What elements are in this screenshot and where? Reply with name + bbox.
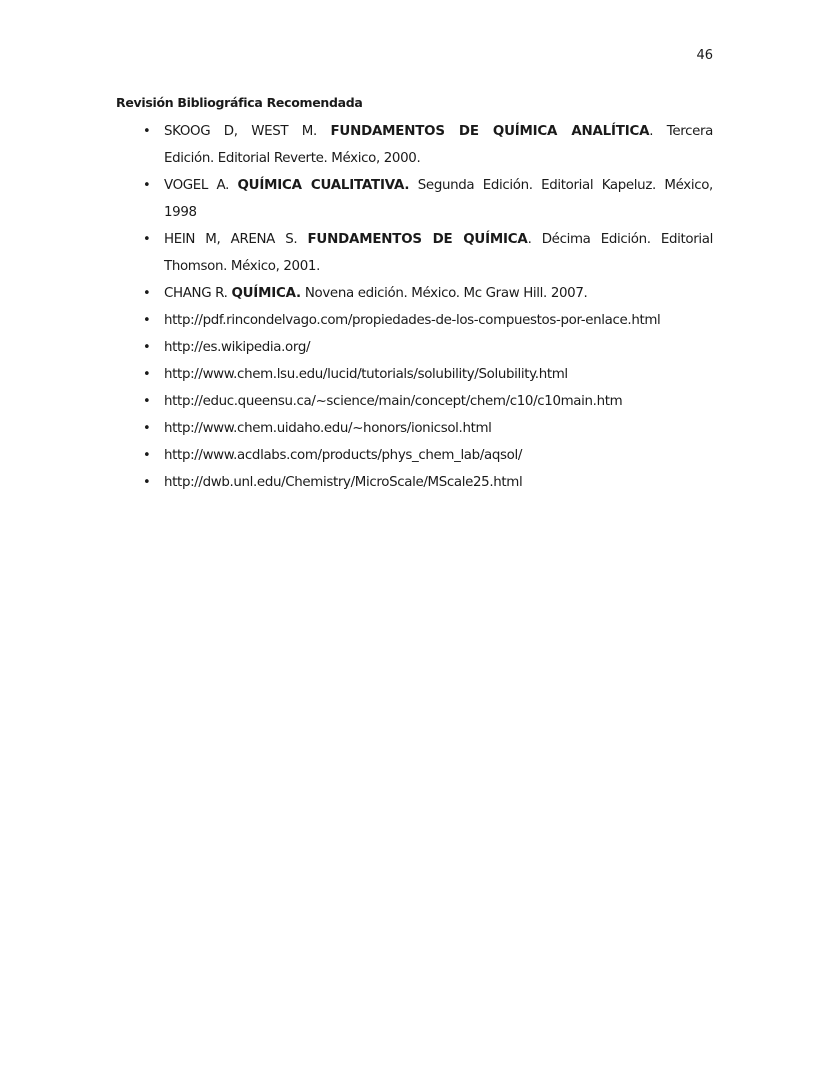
reference-authors: HEIN M, ARENA S. [164,232,298,247]
reference-authors: SKOOG D, WEST M. [164,124,317,139]
reference-line-1 [164,118,713,145]
reference-link-item [143,469,713,496]
bullet-icon: • [143,448,151,463]
reference-item-chang [143,280,713,307]
reference-details-continued: Edición. Editorial Reverte. México, 2000. [164,151,421,166]
reference-title: FUNDAMENTOS DE QUÍMICA ANALÍTICA [330,124,650,139]
reference-link[interactable]: http://dwb.unl.edu/Chemistry/MicroScale/MScale25.html [164,475,523,490]
bullet-icon: • [143,340,151,355]
bullet-icon: • [143,313,151,328]
bullet-icon: • [143,367,151,382]
reference-title: FUNDAMENTOS DE QUÍMICA [307,232,528,247]
section-heading: Revisión Bibliográfica Recomendada [116,95,363,110]
bullet-icon: • [143,124,151,139]
reference-details: Tercera [666,124,713,139]
reference-link-item [143,334,713,361]
bullet-icon: • [143,232,151,247]
reference-line-1 [164,226,713,253]
reference-link[interactable]: http://pdf.rincondelvago.com/propiedades-de-los-compuestos-por-enlace.html [164,313,661,328]
reference-authors: VOGEL A. [164,178,229,193]
reference-details-continued: Thomson. México, 2001. [164,259,320,274]
reference-item-hein [143,226,713,280]
bullet-icon: • [143,475,151,490]
reference-details: Décima Edición. Editorial [541,232,713,247]
reference-details: Novena edición. México. Mc Graw Hill. 2007. [304,286,588,301]
reference-details: Segunda Edición. Editorial Kapeluz. México, [417,178,713,193]
reference-title: QUÍMICA CUALITATIVA. [237,178,410,193]
reference-link[interactable]: http://www.chem.uidaho.edu/~honors/ionicsol.html [164,421,492,436]
reference-title-suffix: . [649,124,654,139]
reference-item-vogel [143,172,713,226]
reference-link[interactable]: http://www.acdlabs.com/products/phys_chem_lab/aqsol/ [164,448,522,463]
bullet-icon: • [143,286,151,301]
reference-link-item [143,415,713,442]
reference-title: QUÍMICA. [231,286,301,301]
reference-link[interactable]: http://www.chem.lsu.edu/lucid/tutorials/solubility/Solubility.html [164,367,568,382]
bullet-icon: • [143,394,151,409]
reference-authors: CHANG R. [164,286,228,301]
reference-link[interactable]: http://es.wikipedia.org/ [164,340,311,355]
reference-list [143,118,713,496]
reference-link-item [143,388,713,415]
reference-link-item [143,307,713,334]
bullet-icon: • [143,178,151,193]
reference-line-1 [164,172,713,199]
reference-title-suffix: . [527,232,532,247]
reference-item-skoog [143,118,713,172]
reference-link-item [143,361,713,388]
bullet-icon: • [143,421,151,436]
reference-link-item [143,442,713,469]
page-number: 46 [696,48,713,63]
reference-details-continued: 1998 [164,205,197,220]
reference-link[interactable]: http://educ.queensu.ca/~science/main/concept/chem/c10/c10main.htm [164,394,623,409]
